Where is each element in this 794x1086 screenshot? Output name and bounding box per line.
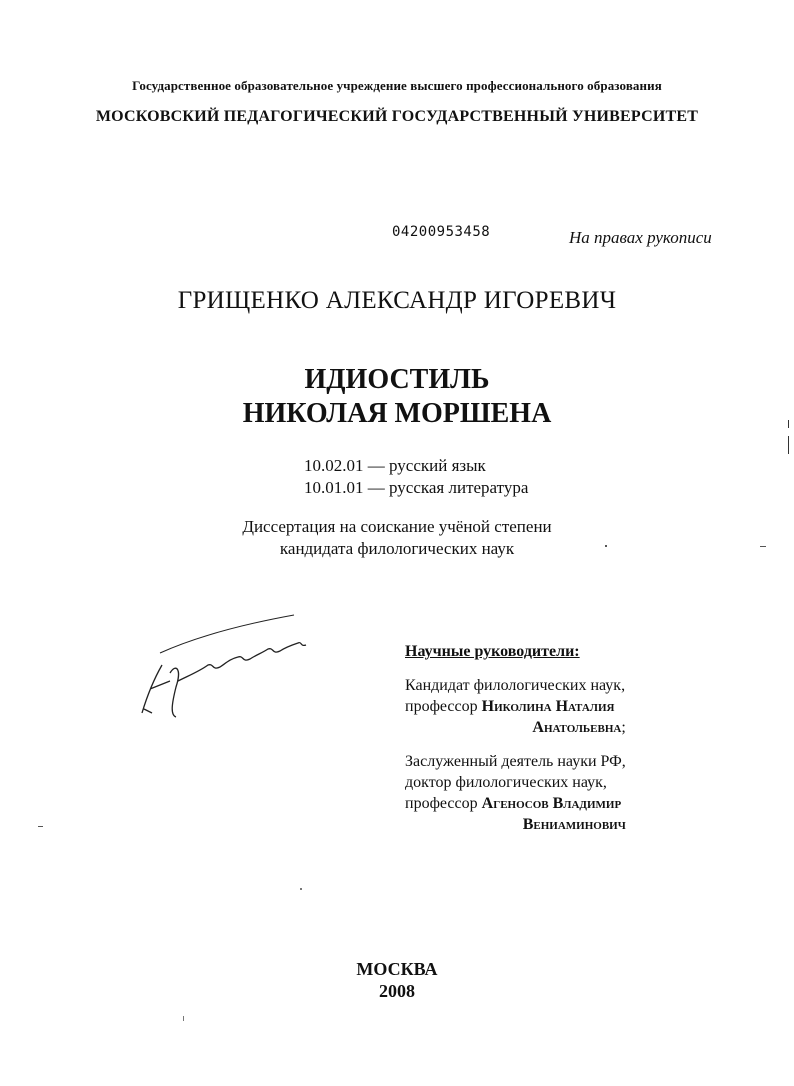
university-name: МОСКОВСКИЙ ПЕДАГОГИЧЕСКИЙ ГОСУДАРСТВЕННЫЙ УНИВЕРСИТЕТ xyxy=(95,108,699,125)
document-code: 04200953458 xyxy=(392,224,491,240)
title-line-2: НИКОЛАЯ МОРШЕНА xyxy=(242,398,552,429)
supervisors-block xyxy=(405,641,626,835)
supervisor-1-title: Кандидат филологических наук, xyxy=(405,677,626,694)
supervisor-1-prefix: профессор xyxy=(405,698,478,715)
author-signature xyxy=(130,605,310,735)
scan-mark xyxy=(788,436,789,454)
supervisor-1-patronymic: Анатольевна xyxy=(532,719,622,736)
supervisor-1-name: Николина Наталия xyxy=(481,698,615,715)
supervisor-2-line xyxy=(405,793,626,814)
specialties xyxy=(304,455,528,499)
institution-type: Государственное образовательное учреждение высшего профессионального образования xyxy=(132,78,662,93)
title-line-1: ИДИОСТИЛЬ xyxy=(304,364,490,395)
scan-mark xyxy=(788,420,789,428)
rights-note: На правах рукописи xyxy=(569,228,712,247)
supervisor-2-line-2 xyxy=(405,814,626,835)
supervisor-2-prefix: профессор xyxy=(405,795,478,812)
degree-statement xyxy=(0,516,794,560)
supervisor-2-patronymic: Вениаминович xyxy=(522,816,626,833)
scan-mark xyxy=(183,1016,184,1021)
author-name: ГРИЩЕНКО АЛЕКСАНДР ИГОРЕВИЧ xyxy=(177,287,617,314)
specialty-1: 10.02.01 — русский язык xyxy=(304,456,486,475)
supervisor-1-tail: ; xyxy=(621,719,626,736)
degree-line-2: кандидата филологических наук xyxy=(279,539,515,558)
supervisor-1-line-2 xyxy=(405,717,626,738)
supervisor-2-degree: доктор филологических наук, xyxy=(405,774,607,791)
supervisors-heading: Научные руководители: xyxy=(405,643,580,660)
degree-line-1: Диссертация на соискание учёной степени xyxy=(242,517,552,536)
dissertation-title xyxy=(0,363,794,431)
scan-mark xyxy=(38,826,43,827)
footer xyxy=(0,958,794,1002)
scan-mark xyxy=(300,888,302,890)
supervisor-2-title: Заслуженный деятель науки РФ, xyxy=(405,753,626,770)
scan-mark xyxy=(760,546,766,547)
scan-mark xyxy=(605,545,607,547)
supervisor-1-line xyxy=(405,696,626,717)
year: 2008 xyxy=(379,981,415,1001)
specialty-2: 10.01.01 — русская литература xyxy=(304,478,529,497)
city: МОСКВА xyxy=(356,959,438,979)
supervisor-2-name: Агеносов Владимир xyxy=(481,795,622,812)
